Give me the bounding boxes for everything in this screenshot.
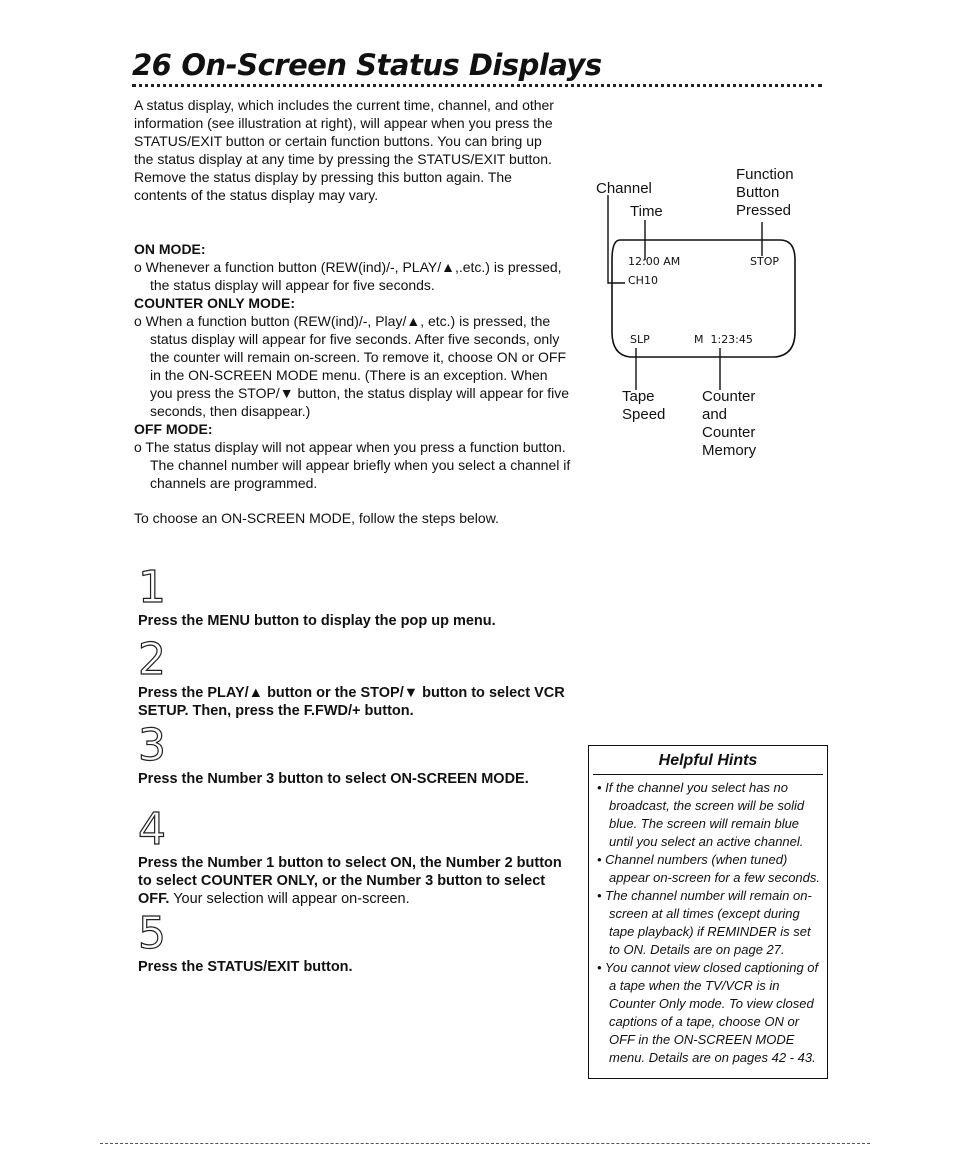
- screen-stop: STOP: [750, 255, 779, 268]
- page-number: 26: [132, 48, 172, 82]
- screen-counter: M 1:23:45: [694, 333, 753, 346]
- choose-instruction: To choose an ON-SCREEN MODE, follow the steps below.: [134, 510, 499, 526]
- hints-title: Helpful Hints: [593, 746, 823, 775]
- page-heading: On-Screen Status Displays: [181, 48, 602, 82]
- mode-off: [134, 420, 574, 492]
- label-function: [736, 166, 794, 220]
- step-text-note: Your selection will appear on-screen.: [169, 891, 410, 907]
- hints-list: [589, 775, 827, 1067]
- mode-description: o When a function button (REW(ind)/-, Play/▲, etc.) is pressed, the status display will appear for five seconds. After five seconds, only the counter will remain on-screen. To remove it, choose ON or OFF in the ON-SCREEN MODE menu. (There is an exception. When you press the STOP/▼ button, the status display will appear for five seconds, then disappear.): [134, 313, 570, 419]
- status-display-diagram: [590, 160, 820, 470]
- step-4: [138, 804, 563, 908]
- label-channel: Channel: [596, 180, 652, 197]
- label-function-line: Button: [736, 184, 780, 201]
- step-3: [138, 720, 538, 788]
- label-time: Time: [630, 203, 663, 220]
- step-text: [138, 854, 563, 908]
- hint-item: • If the channel you select has no broadcast, the screen will be solid blue. The screen will remain blue until you select an active channel.: [597, 780, 805, 849]
- label-counter-line: Counter: [702, 388, 756, 405]
- label-counter-line: and: [702, 406, 728, 423]
- mode-description: o Whenever a function button (REW(ind)/-, PLAY/▲,.etc.) is pressed, the status display will appear for five seconds.: [134, 259, 562, 293]
- label-function-line: Function: [736, 166, 794, 183]
- step-number: 4: [138, 804, 166, 855]
- footer-rule: [100, 1143, 870, 1144]
- label-tape-line: Tape: [622, 388, 655, 405]
- mode-counter-only: [134, 294, 574, 420]
- label-counter-line: Counter: [702, 424, 756, 441]
- hint-item: • You cannot view closed captioning of a tape when the TV/VCR is in Counter Only mode. To view closed captions of a tape, choose ON or OFF in the ON-SCREEN MODE menu. Details are on pages 42 - 43.: [597, 960, 819, 1065]
- step-number: 5: [138, 908, 166, 959]
- hint-item: • Channel numbers (when tuned) appear on-screen for a few seconds.: [597, 852, 821, 885]
- label-tape-line: Speed: [622, 406, 666, 423]
- mode-heading: COUNTER ONLY MODE:: [134, 295, 296, 311]
- mode-list: [134, 240, 574, 492]
- step-text-bold: Press the Number 1 button to select ON, the Number 2 button to select COUNTER ONLY, or the Number 3 button to select OFF.: [138, 855, 562, 907]
- label-counter: [702, 388, 756, 460]
- page-title: [132, 48, 602, 82]
- label-tape-speed: [622, 388, 665, 424]
- hint-item: • The channel number will remain on-screen at all times (except during tape playback) if REMINDER is set to ON. Details are on page 27.: [597, 888, 812, 957]
- mode-heading: OFF MODE:: [134, 421, 213, 437]
- helpful-hints-box: [588, 745, 828, 1079]
- label-counter-line: Memory: [702, 442, 757, 459]
- label-function-line: Pressed: [736, 202, 792, 219]
- intro-paragraph: A status display, which includes the current time, channel, and other information (see illustration at right), will appear when you press the STATUS/EXIT button or certain function buttons. You can bring up the status display at any time by pressing the STATUS/EXIT button. Remove the status display by pressing this button again. The contents of the status display may vary.: [134, 97, 554, 203]
- mode-heading: ON MODE:: [134, 241, 206, 257]
- mode-description: o The status display will not appear when you press a function button. The channel number will appear briefly when you select a channel if channels are programmed.: [134, 439, 571, 491]
- screen-time: 12:00 AM: [628, 255, 681, 268]
- dotted-divider: [132, 84, 822, 87]
- screen-channel: CH10: [628, 274, 658, 287]
- screen-speed: SLP: [630, 333, 650, 346]
- step-5: [138, 908, 578, 976]
- mode-on: [134, 240, 574, 294]
- step-text: Press the PLAY/▲ button or the STOP/▼ button to select VCR SETUP. Then, press the F.FWD/+ button.: [138, 685, 565, 719]
- step-text: Press the MENU button to display the pop up menu.: [138, 613, 496, 629]
- step-text: Press the Number 3 button to select ON-SCREEN MODE.: [138, 771, 529, 787]
- step-2: [138, 634, 578, 720]
- step-1: [138, 562, 578, 630]
- step-number: 1: [138, 562, 166, 613]
- step-text: Press the STATUS/EXIT button.: [138, 959, 353, 975]
- step-number: 3: [138, 720, 166, 771]
- step-number: 2: [138, 634, 166, 685]
